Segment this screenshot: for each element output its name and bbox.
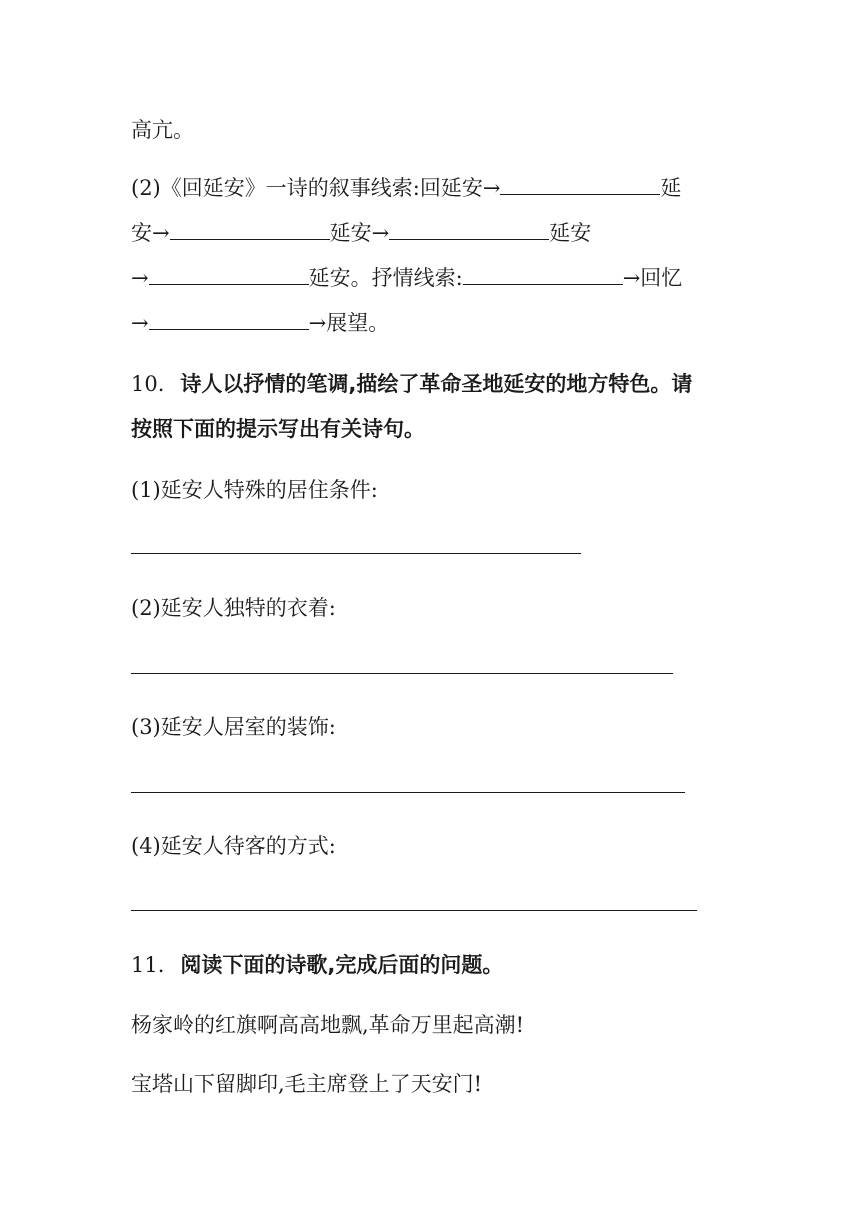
answer-line-1[interactable] bbox=[131, 553, 581, 554]
q9-part2-text: (2)《回延安》一诗的叙事线索:回延安→ bbox=[131, 176, 501, 200]
q9-part2-line1 bbox=[131, 174, 681, 202]
answer-line-3[interactable] bbox=[131, 792, 685, 793]
q10-heading-line1 bbox=[131, 370, 692, 398]
q11-heading bbox=[131, 951, 503, 979]
fill-blank-5[interactable] bbox=[463, 266, 623, 285]
poem-line-1: 杨家岭的红旗啊高高地飘,革命万里起高潮! bbox=[131, 1013, 525, 1037]
q10-prompt-1: (1)延安人特殊的居住条件: bbox=[131, 478, 378, 502]
q10-prompt-4: (4)延安人待客的方式: bbox=[131, 834, 336, 858]
fill-blank-2[interactable] bbox=[170, 221, 330, 240]
answer-line-4[interactable] bbox=[131, 910, 697, 911]
q11-number: 11. bbox=[131, 953, 165, 977]
q9-part2-line2 bbox=[131, 219, 591, 247]
q10-number: 10. bbox=[131, 372, 165, 396]
fill-blank-4[interactable] bbox=[149, 266, 309, 285]
q9-part2-text: 延安。抒情线索: bbox=[308, 266, 463, 290]
fill-blank-3[interactable] bbox=[389, 221, 549, 240]
fill-blank-1[interactable] bbox=[500, 176, 660, 195]
poem-line-2: 宝塔山下留脚印,毛主席登上了天安门! bbox=[131, 1072, 483, 1096]
q9-part2-text: 延安→ bbox=[329, 221, 390, 245]
q9-part2-text: →展望。 bbox=[308, 311, 390, 335]
q11-heading-text: 阅读下面的诗歌,完成后面的问题。 bbox=[180, 953, 504, 977]
q10-heading-text: 诗人以抒情的笔调,描绘了革命圣地延安的地方特色。请 bbox=[180, 372, 693, 396]
q10-prompt-3: (3)延安人居室的装饰: bbox=[131, 715, 336, 739]
answer-line-2[interactable] bbox=[131, 673, 673, 674]
q9-part2-line3 bbox=[131, 264, 682, 292]
q9-part2-text: → bbox=[131, 266, 149, 290]
q9-part2-text: → bbox=[131, 311, 149, 335]
q10-prompt-2: (2)延安人独特的衣着: bbox=[131, 596, 336, 620]
q9-part2-text: 安→ bbox=[131, 221, 170, 245]
q9-part2-text: →回忆 bbox=[622, 266, 683, 290]
q9-part2-text: 延安 bbox=[549, 221, 592, 245]
q9-part2-text: 延 bbox=[660, 176, 682, 200]
fill-blank-6[interactable] bbox=[149, 311, 309, 330]
q9-part2-line4 bbox=[131, 309, 389, 337]
q10-heading-line2: 按照下面的提示写出有关诗句。 bbox=[131, 417, 425, 441]
q9-continuation: 高亢。 bbox=[131, 118, 194, 142]
